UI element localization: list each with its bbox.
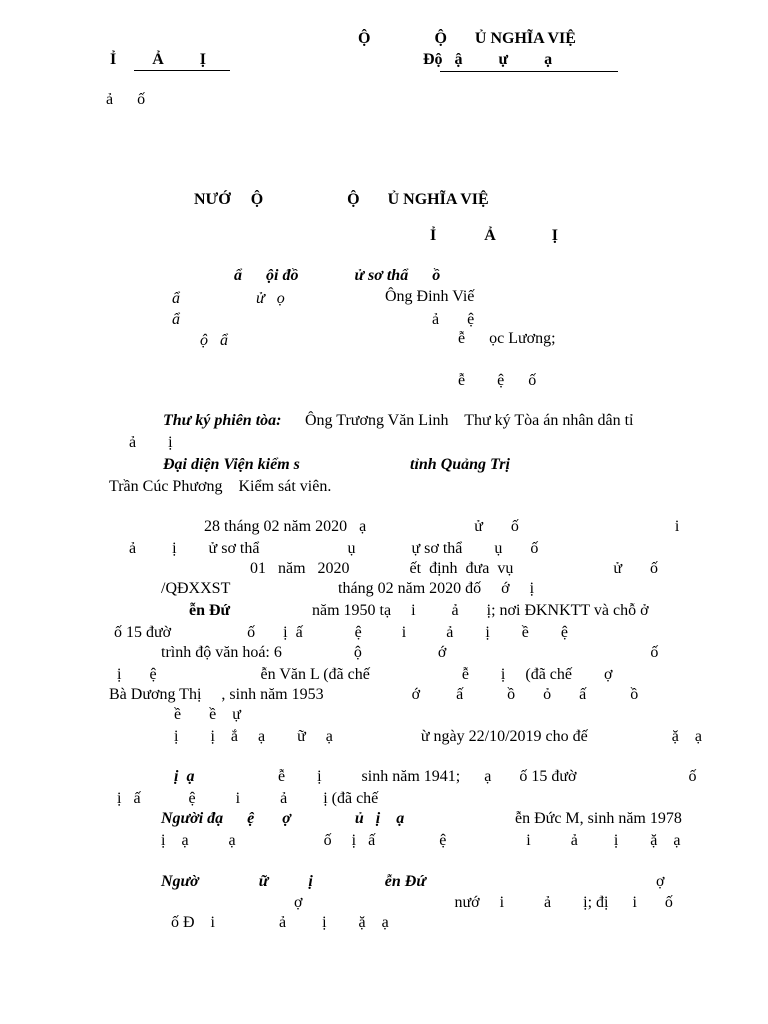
assessor-label: ộ ẩ <box>200 332 228 349</box>
body-p5-tail: ợ <box>656 873 665 890</box>
header-left-line1: Ỉ Ả Ị <box>110 51 207 68</box>
body-p5-line1: ợ nướ i ả ị; đị i ố <box>294 894 673 911</box>
body-p2-line4: ị ệ ễn Văn L (đã chế ễ ị (đã chế ợ <box>117 666 613 683</box>
clerk-continuation: ả ị <box>129 434 173 451</box>
document-title-line2: Ỉ Ả Ị <box>430 227 559 244</box>
body-p3-line1: ễ ị sinh năm 1941; ạ ố 15 đườ ố <box>278 768 697 785</box>
body-p1-line3: 01 năm 2020 ết định đưa vụ ử ố <box>250 560 658 577</box>
judge-value: ả ệ <box>432 311 475 328</box>
header-right-underline <box>440 71 618 72</box>
procurator-value: Trần Cúc Phương Kiểm sát viên. <box>109 478 332 495</box>
assessor-value-2: ễ ệ ố <box>458 372 537 389</box>
defendant-name: ễn Đứ <box>189 602 231 619</box>
presiding-judge-value: Ông Đinh Viế <box>385 288 475 305</box>
procurator-label-2: tỉnh Quảng Trị <box>410 456 510 473</box>
body-p2-line7: ị ị ắ ạ ữ ạ ừ ngày 22/10/2019 cho đế ặ ạ <box>174 728 702 745</box>
header-right-line1: Ộ Ộ Ủ NGHĨA VIỆ <box>358 30 576 47</box>
assessor-value: ễ ọc Lương; <box>458 330 556 347</box>
body-p4-line2: ị ạ ạ ố ị ấ ệ i ả ị ặ ạ <box>161 832 681 849</box>
body-p1-line2: ả ị ử sơ thẩ ụ ự sơ thẩ ụ ố <box>129 540 539 557</box>
clerk-value: Ông Trương Văn Linh Thư ký Tòa án nhân dân tỉ <box>305 412 634 429</box>
header-right-line2: Độ ậ ự ạ <box>423 51 553 68</box>
presiding-judge-label: ẩ ử ọ <box>172 290 285 307</box>
victim-label: ị ạ <box>174 768 195 785</box>
document-title-line1: NƯỚ Ộ Ộ Ủ NGHĨA VIỆ <box>194 191 489 208</box>
panel-intro: ẩ ội đồ ử sơ thẩ ồ <box>234 267 441 284</box>
body-p1-line1: 28 tháng 02 năm 2020 ạ ử ố i <box>204 518 680 535</box>
case-reference: ả ố <box>106 91 146 108</box>
body-p2-line2: ố 15 đườ ố ị ấ ệ i ả ị ề ệ <box>114 624 568 641</box>
body-p2-line6: ề ề ự <box>174 706 241 723</box>
body-p1-line4: /QĐXXST tháng 02 năm 2020 đố ớ ị <box>161 580 535 597</box>
procurator-label: Đại diện Viện kiểm s <box>163 456 300 473</box>
body-p2-line1: năm 1950 tạ i ả ị; nơi ĐKNKTT và chỗ ở <box>312 602 649 619</box>
body-p5-line2: ố Đ i ả ị ặ ạ <box>171 914 389 931</box>
judge-label: ẩ <box>172 311 180 328</box>
representative-label: Người đạ ệ ợ ủ ị ạ <box>161 810 405 827</box>
body-p2-line3: trình độ văn hoá: 6 ộ ớ ố <box>161 644 659 661</box>
header-left-underline <box>134 70 230 71</box>
clerk-label: Thư ký phiên tòa: <box>163 412 282 429</box>
body-p3-line2: ị ấ ệ i ả ị (đã chế <box>117 790 379 807</box>
related-person-label: Ngườ ữ ị ễn Đứ <box>161 873 426 890</box>
body-p2-line5: Bà Dương Thị , sinh năm 1953 ớ ấ ồ ỏ ấ ồ <box>109 686 639 703</box>
body-p4-line1: ễn Đức M, sinh năm 1978 <box>515 810 682 827</box>
